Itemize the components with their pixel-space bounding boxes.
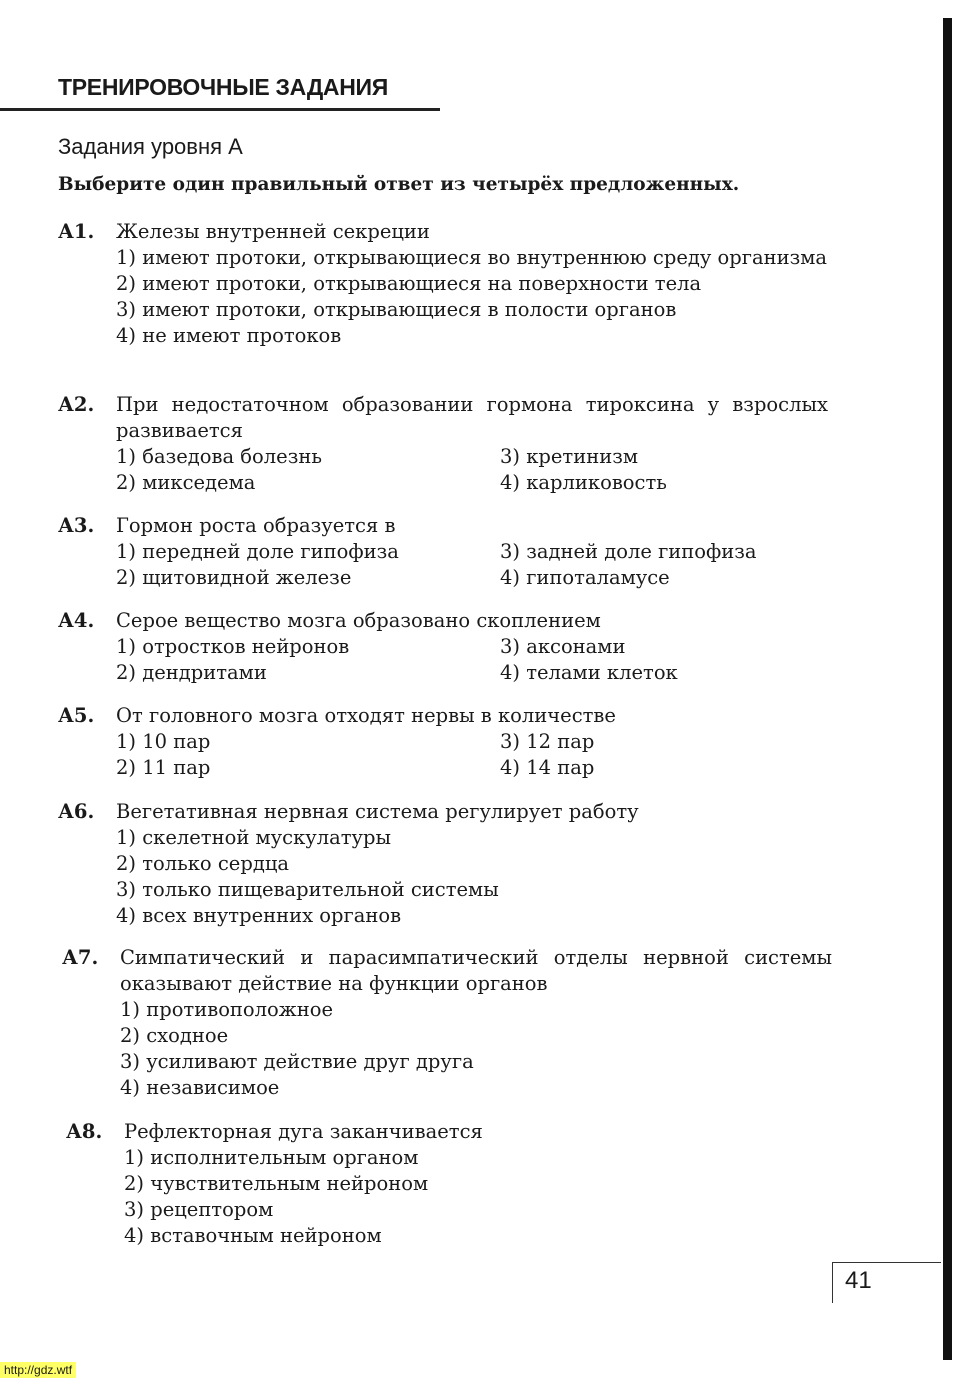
watermark: http://gdz.wtf	[0, 1362, 76, 1378]
answer-options	[120, 997, 832, 1101]
page-number: 41	[845, 1267, 872, 1294]
answer-option: 3) имеют протоки, открывающиеся в полости органов	[116, 298, 677, 321]
page-edge-bar	[943, 18, 952, 1360]
answer-option: 1) исполнительным органом	[124, 1146, 419, 1169]
answer-option: 1) передней доле гипофиза	[116, 540, 399, 563]
answer-options	[116, 825, 828, 929]
question-label: А1.	[58, 220, 95, 243]
answer-option: 3) кретинизм	[500, 445, 639, 468]
question-label: А5.	[58, 704, 95, 727]
answer-option: 4) не имеют протоков	[116, 324, 342, 347]
answer-option: 3) только пищеварительной системы	[116, 878, 499, 901]
question-text: От головного мозга отходят нервы в количестве	[116, 704, 616, 727]
answer-options	[124, 1145, 836, 1249]
answer-options	[116, 444, 828, 496]
answer-option: 1) отростков нейронов	[116, 635, 350, 658]
page-number-box	[832, 1262, 941, 1303]
question	[58, 703, 838, 781]
question-text: Серое вещество мозга образовано скоплением	[116, 609, 601, 632]
instruction: Выберите один правильный ответ из четырёх предложенных.	[58, 174, 740, 195]
question-text: При недостаточном образовании гормона тироксина у взрослых развивается	[116, 393, 828, 442]
answer-options	[116, 634, 828, 686]
question-label: А6.	[58, 800, 95, 823]
question	[62, 945, 842, 1101]
answer-option: 4) всех внутренних органов	[116, 904, 402, 927]
question-label: А2.	[58, 393, 95, 416]
question-label: А7.	[62, 946, 99, 969]
answer-option: 3) рецептором	[124, 1198, 274, 1221]
question	[58, 392, 838, 496]
answer-option: 4) 14 пар	[500, 756, 595, 779]
question-label: А4.	[58, 609, 95, 632]
answer-option: 3) усиливают действие друг друга	[120, 1050, 474, 1073]
answer-option: 1) базедова болезнь	[116, 445, 322, 468]
question-text: Гормон роста образуется в	[116, 514, 396, 537]
answer-option: 1) противоположное	[120, 998, 334, 1021]
answer-option: 3) 12 пар	[500, 730, 595, 753]
answer-option: 4) телами клеток	[500, 661, 678, 684]
question-text: Рефлекторная дуга заканчивается	[124, 1120, 483, 1143]
title-underline	[0, 108, 440, 111]
question	[66, 1119, 846, 1249]
answer-options	[116, 245, 828, 349]
question-text: Вегетативная нервная система регулирует работу	[116, 800, 639, 823]
answer-option: 2) чувствительным нейроном	[124, 1172, 429, 1195]
answer-option: 1) скелетной мускулатуры	[116, 826, 392, 849]
answer-option: 4) гипоталамусе	[500, 566, 670, 589]
answer-option: 2) только сердца	[116, 852, 289, 875]
answer-option: 2) имеют протоки, открывающиеся на поверхности тела	[116, 272, 702, 295]
answer-option: 3) задней доле гипофиза	[500, 540, 757, 563]
answer-options	[116, 729, 828, 781]
section-title: ТРЕНИРОВОЧНЫЕ ЗАДАНИЯ	[58, 74, 388, 100]
answer-option: 2) дендритами	[116, 661, 267, 684]
answer-option: 3) аксонами	[500, 635, 626, 658]
question	[58, 219, 838, 349]
answer-option: 2) микседема	[116, 471, 256, 494]
level-heading: Задания уровня А	[58, 134, 243, 159]
answer-option: 4) вставочным нейроном	[124, 1224, 382, 1247]
question-text: Железы внутренней секреции	[116, 220, 430, 243]
answer-option: 2) 11 пар	[116, 756, 211, 779]
answer-options	[116, 539, 828, 591]
question	[58, 513, 838, 591]
answer-option: 2) сходное	[120, 1024, 229, 1047]
answer-option: 1) имеют протоки, открывающиеся во внутреннюю среду организма	[116, 246, 828, 269]
question-text: Симпатический и парасимпатический отделы нервной системы оказывают действие на функции органов	[120, 946, 832, 995]
question	[58, 608, 838, 686]
question-label: А8.	[66, 1120, 103, 1143]
answer-option: 2) щитовидной железе	[116, 566, 352, 589]
answer-option: 4) карликовость	[500, 471, 667, 494]
answer-option: 4) независимое	[120, 1076, 280, 1099]
question-label: А3.	[58, 514, 95, 537]
question	[58, 799, 838, 929]
answer-option: 1) 10 пар	[116, 730, 211, 753]
